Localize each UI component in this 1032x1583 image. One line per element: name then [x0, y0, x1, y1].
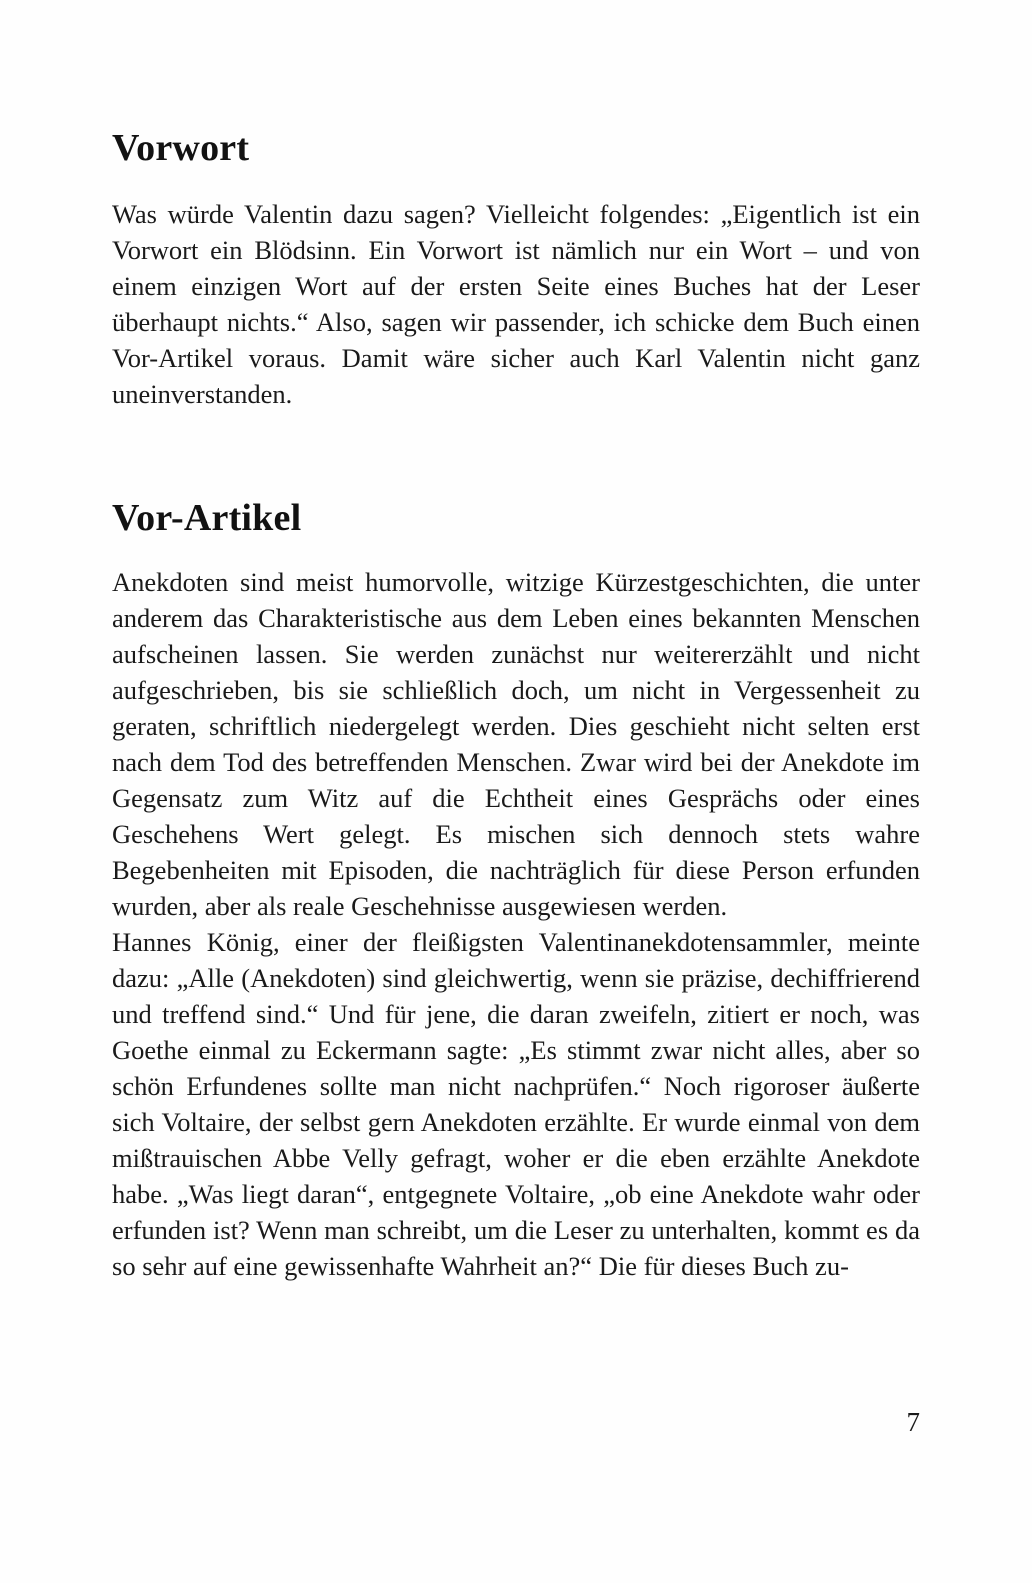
section-heading-vorwort-container: [112, 128, 249, 170]
page-number: 7: [906, 1407, 920, 1437]
section-heading-vorwort: Vorwort: [112, 127, 250, 169]
section-body-vorartikel: [112, 564, 920, 1284]
section-heading-vorartikel-container: [112, 498, 301, 540]
paragraph: Hannes König, einer der fleißigsten Valentinanekdotensammler, meinte dazu: „Alle (Anekdoten) sind gleichwertig, wenn sie präzise, dechiffrierend und treffend sind.“ Und für jene, die daran zweifeln, zitiert er noch, was Goethe einmal zu Eckermann sagte: „Es stimmt zwar nicht alles, aber so schön Erfundenes sollte man nicht nachprüfen.“ Noch rigoroser äußerte sich Voltaire, der selbst gern Anekdoten erzählte. Er wurde einmal von dem mißtrauischen Abbe Velly gefragt, woher er die eben erzählte Anekdote habe. „Was liegt daran“, entgegnete Voltaire, „ob eine Anekdote wahr oder erfunden ist? Wenn man schreibt, um die Leser zu unterhalten, kommt es da so sehr auf eine gewissenhafte Wahrheit an?“ Die für dieses Buch zu-: [112, 927, 920, 1281]
paragraph: Was würde Valentin dazu sagen? Vielleicht folgendes: „Eigentlich ist ein Vorwort ein Blödsinn. Ein Vorwort ist nämlich nur ein Wort – und von einem einzigen Wort auf der ersten Seite eines Buches hat der Leser überhaupt nichts.“ Also, sagen wir passender, ich schicke dem Buch einen Vor-Artikel voraus. Damit wäre sicher auch Karl Valentin nicht ganz uneinverstanden.: [112, 199, 920, 409]
paragraph: Anekdoten sind meist humorvolle, witzige Kürzestgeschichten, die unter anderem das Charakteristische aus dem Leben eines bekannten Menschen aufscheinen lassen. Sie werden zunächst nur weitererzählt und nicht aufgeschrieben, bis sie schließlich doch, um nicht in Vergessenheit zu geraten, schriftlich niedergelegt werden. Dies geschieht nicht selten erst nach dem Tod des betreffenden Menschen. Zwar wird bei der Anekdote im Gegensatz zum Witz auf die Echtheit eines Gesprächs oder eines Geschehens Wert gelegt. Es mischen sich dennoch stets wahre Begebenheiten mit Episoden, die nachträglich für diese Person erfunden wurden, aber als reale Geschehnisse ausgewiesen werden.: [112, 567, 920, 921]
section-heading-vorartikel: Vor-Artikel: [112, 497, 302, 539]
section-body-vorwort: [112, 196, 920, 412]
